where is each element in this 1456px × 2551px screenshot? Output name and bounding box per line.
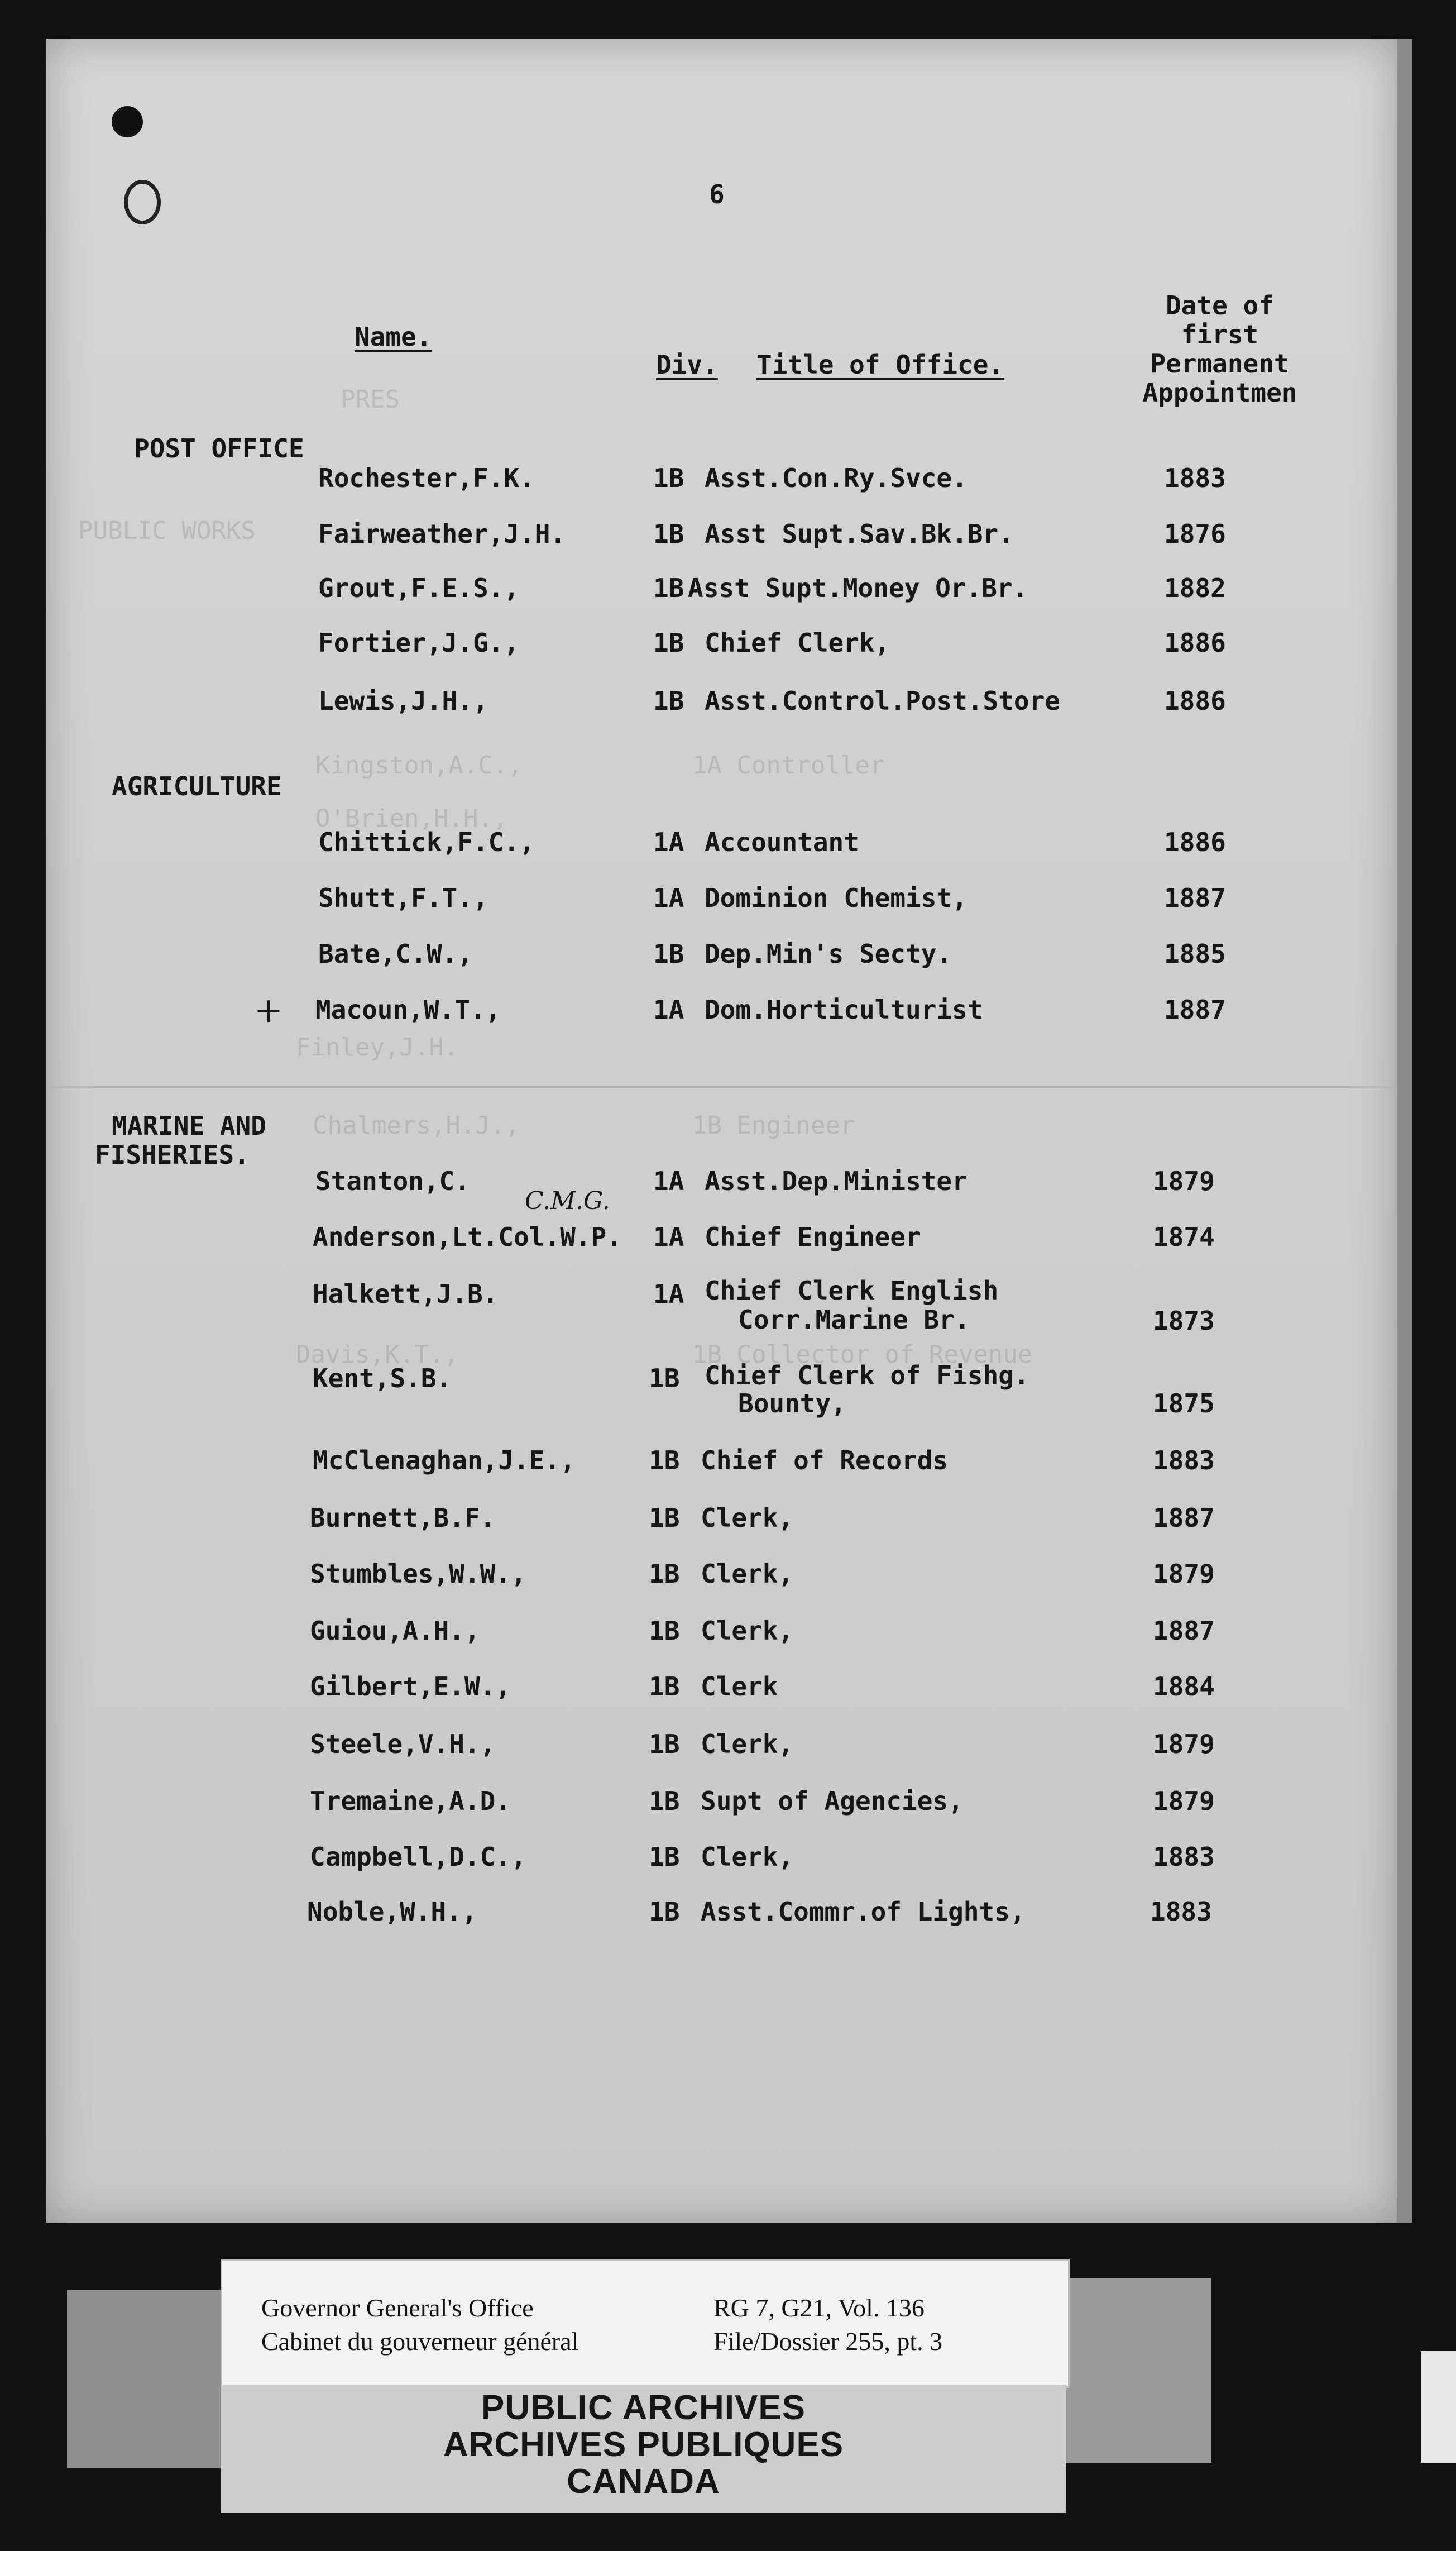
row-title: Accountant — [705, 827, 859, 857]
row-title: Chief Clerk English — [705, 1276, 999, 1306]
row-year: 1882 — [1164, 573, 1226, 603]
row-name: Fortier,J.G., — [318, 628, 520, 658]
row-title: Dep.Min's Secty. — [705, 939, 952, 969]
row-title: Asst.Commr.of Lights, — [701, 1896, 1026, 1927]
fold-line — [46, 1086, 1397, 1088]
row-name: Guiou,A.H., — [310, 1616, 480, 1646]
row-year: 1879 — [1153, 1166, 1215, 1196]
header-date-line1: Date of — [1166, 290, 1274, 321]
header-date-line4: Appointmen — [1142, 378, 1297, 408]
row-name: Kent,S.B. — [313, 1363, 452, 1393]
row-year: 1879 — [1153, 1786, 1215, 1816]
row-div: 1B — [649, 1363, 680, 1393]
label-office-fr: Cabinet du gouverneur général — [261, 2327, 579, 2356]
row-title-cont: Bounty, — [738, 1388, 846, 1418]
row-name: Steele,V.H., — [310, 1729, 496, 1759]
header-date-line2: first — [1181, 319, 1259, 350]
header-title: Title of Office. — [756, 350, 1004, 380]
row-title: Clerk, — [701, 1559, 794, 1589]
row-title: Chief Clerk, — [705, 628, 890, 658]
section-agriculture: AGRICULTURE — [112, 771, 282, 801]
row-title: Clerk, — [701, 1842, 794, 1872]
section-post-office: POST OFFICE — [134, 433, 304, 464]
row-div: 1A — [653, 1279, 684, 1309]
row-div: 1B — [649, 1729, 680, 1759]
punch-hole-ring — [124, 180, 161, 224]
row-name: Noble,W.H., — [307, 1896, 477, 1927]
row-title: Dom.Horticulturist — [705, 995, 983, 1025]
stamp-canada: CANADA — [567, 2462, 720, 2501]
row-div: 1A — [653, 1222, 684, 1252]
section-fisheries: FISHERIES. — [95, 1140, 250, 1170]
row-year: 1883 — [1164, 463, 1226, 493]
row-year: 1884 — [1153, 1671, 1215, 1702]
label-office-en: Governor General's Office — [261, 2294, 534, 2322]
row-div: 1A — [653, 1166, 684, 1196]
row-name: Shutt,F.T., — [318, 883, 488, 913]
row-year: 1887 — [1153, 1503, 1215, 1533]
archive-stamp — [221, 2385, 1066, 2513]
row-title: Clerk, — [701, 1503, 794, 1533]
row-name: Halkett,J.B. — [313, 1279, 499, 1309]
row-title: Asst.Control.Post.Store — [705, 686, 1060, 716]
row-title: Chief of Records — [701, 1445, 949, 1475]
row-div: 1A — [653, 995, 684, 1025]
row-name: McClenaghan,J.E., — [313, 1445, 576, 1475]
row-year: 1887 — [1164, 883, 1226, 913]
row-name: Stumbles,W.W., — [310, 1559, 526, 1589]
row-name: Lewis,J.H., — [318, 686, 488, 716]
row-div: 1B — [653, 573, 684, 603]
row-year: 1879 — [1153, 1729, 1215, 1759]
row-name: Burnett,B.F. — [310, 1503, 496, 1533]
row-year: 1876 — [1164, 519, 1226, 549]
row-name: Stanton,C. — [315, 1166, 470, 1196]
row-year: 1879 — [1153, 1559, 1215, 1589]
row-title: Dominion Chemist, — [705, 883, 968, 913]
row-year: 1883 — [1153, 1445, 1215, 1475]
row-div: 1B — [649, 1616, 680, 1646]
row-year: 1883 — [1153, 1842, 1215, 1872]
row-name: Chittick,F.C., — [318, 827, 535, 857]
page-number: 6 — [709, 179, 725, 209]
row-div: 1B — [653, 463, 684, 493]
film-strip-left — [67, 2290, 221, 2468]
row-name: Campbell,D.C., — [310, 1842, 526, 1872]
row-year: 1886 — [1164, 827, 1226, 857]
row-name: Tremaine,A.D. — [310, 1786, 511, 1816]
row-name: Macoun,W.T., — [315, 995, 501, 1025]
row-year: 1885 — [1164, 939, 1226, 969]
row-div: 1B — [649, 1786, 680, 1816]
cross-mark: + — [254, 990, 283, 1030]
row-div: 1B — [653, 939, 684, 969]
row-div: 1B — [653, 519, 684, 549]
row-year: 1886 — [1164, 686, 1226, 716]
cmg-annotation: C.M.G. — [525, 1187, 610, 1215]
film-tab-right — [1421, 2351, 1456, 2463]
row-title: Clerk — [701, 1671, 778, 1702]
row-div: 1A — [653, 827, 684, 857]
row-div: 1B — [649, 1503, 680, 1533]
row-year: 1886 — [1164, 628, 1226, 658]
row-title-cont: Corr.Marine Br. — [738, 1305, 970, 1335]
row-year: 1887 — [1153, 1616, 1215, 1646]
row-title: Supt of Agencies, — [701, 1786, 964, 1816]
row-name: Bate,C.W., — [318, 939, 473, 969]
row-name: Rochester,F.K. — [318, 463, 535, 493]
row-div: 1B — [649, 1896, 680, 1927]
row-div: 1B — [649, 1671, 680, 1702]
row-div: 1A — [653, 883, 684, 913]
row-year: 1874 — [1153, 1222, 1215, 1252]
row-name: Grout,F.E.S., — [318, 573, 520, 603]
row-title: Clerk, — [701, 1729, 794, 1759]
row-year: 1875 — [1153, 1388, 1215, 1418]
label-record-group: RG 7, G21, Vol. 136 — [713, 2294, 925, 2322]
archive-reference-label — [221, 2259, 1070, 2388]
row-title: Asst Supt.Sav.Bk.Br. — [705, 519, 1014, 549]
row-name: Gilbert,E.W., — [310, 1671, 511, 1702]
row-title: Asst Supt.Money Or.Br. — [688, 573, 1028, 603]
film-strip-right — [1066, 2278, 1211, 2463]
row-title: Asst.Dep.Minister — [705, 1166, 968, 1196]
row-year: 1873 — [1153, 1306, 1215, 1336]
row-title: Chief Engineer — [705, 1222, 921, 1252]
row-year: 1883 — [1150, 1896, 1212, 1927]
row-year: 1887 — [1164, 995, 1226, 1025]
row-div: 1B — [649, 1842, 680, 1872]
punch-hole — [112, 106, 143, 137]
row-title: Asst.Con.Ry.Svce. — [705, 463, 968, 493]
stamp-public-archives: PUBLIC ARCHIVES — [481, 2388, 806, 2427]
row-div: 1B — [653, 628, 684, 658]
row-div: 1B — [649, 1559, 680, 1589]
header-name: Name. — [355, 322, 432, 352]
row-name: Fairweather,J.H. — [318, 519, 566, 549]
sheet-edge — [1397, 39, 1412, 2223]
stamp-archives-publiques: ARCHIVES PUBLIQUES — [443, 2425, 844, 2464]
header-div: Div. — [656, 350, 718, 380]
section-marine: MARINE AND — [112, 1111, 266, 1141]
label-file: File/Dossier 255, pt. 3 — [713, 2327, 943, 2356]
row-title: Clerk, — [701, 1616, 794, 1646]
header-date-line3: Permanent — [1150, 348, 1290, 379]
row-div: 1B — [653, 686, 684, 716]
row-div: 1B — [649, 1445, 680, 1475]
row-title: Chief Clerk of Fishg. — [705, 1360, 1029, 1391]
row-name: Anderson,Lt.Col.W.P. — [313, 1222, 622, 1252]
